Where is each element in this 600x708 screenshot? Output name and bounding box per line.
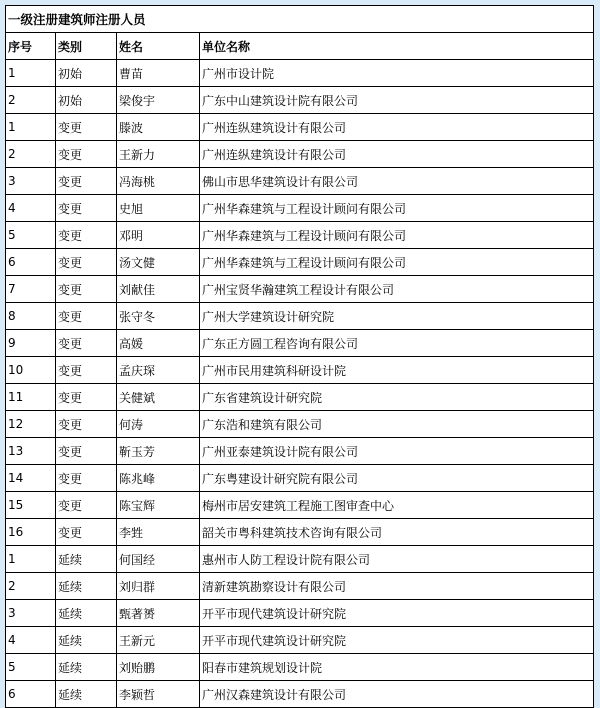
table-row	[6, 411, 594, 438]
table-header-row	[6, 33, 594, 60]
cell-name: 冯海桃	[117, 168, 200, 195]
cell-company: 广东粤建设计研究院有限公司	[200, 465, 594, 492]
table-row	[6, 357, 594, 384]
cell-name: 刘献佳	[117, 276, 200, 303]
cell-name: 曹苗	[117, 60, 200, 87]
cell-category: 变更	[56, 384, 117, 411]
cell-category: 变更	[56, 303, 117, 330]
cell-no: 9	[6, 330, 56, 357]
cell-name: 陈兆峰	[117, 465, 200, 492]
cell-category: 变更	[56, 330, 117, 357]
table-row	[6, 141, 594, 168]
column-header-category: 类别	[56, 33, 117, 60]
table-row	[6, 519, 594, 546]
table-row	[6, 330, 594, 357]
cell-name: 关健斌	[117, 384, 200, 411]
table-row	[6, 195, 594, 222]
cell-name: 靳玉芳	[117, 438, 200, 465]
table-row	[6, 546, 594, 573]
cell-name: 何国经	[117, 546, 200, 573]
cell-name: 甄著赟	[117, 600, 200, 627]
cell-no: 2	[6, 141, 56, 168]
table-row	[6, 600, 594, 627]
cell-category: 变更	[56, 438, 117, 465]
cell-name: 刘贻鹏	[117, 654, 200, 681]
cell-category: 初始	[56, 87, 117, 114]
cell-name: 王新力	[117, 141, 200, 168]
cell-category: 初始	[56, 60, 117, 87]
cell-no: 1	[6, 114, 56, 141]
cell-no: 6	[6, 681, 56, 708]
registrants-table	[5, 5, 594, 708]
table-row	[6, 492, 594, 519]
cell-name: 邓明	[117, 222, 200, 249]
table-row	[6, 222, 594, 249]
cell-company: 清新建筑勘察设计有限公司	[200, 573, 594, 600]
table-row	[6, 303, 594, 330]
cell-name: 陈宝辉	[117, 492, 200, 519]
table-row	[6, 465, 594, 492]
cell-category: 变更	[56, 492, 117, 519]
cell-category: 延续	[56, 573, 117, 600]
cell-no: 4	[6, 195, 56, 222]
cell-name: 张守冬	[117, 303, 200, 330]
cell-category: 变更	[56, 141, 117, 168]
cell-no: 14	[6, 465, 56, 492]
cell-no: 16	[6, 519, 56, 546]
cell-category: 变更	[56, 357, 117, 384]
cell-no: 13	[6, 438, 56, 465]
column-header-no: 序号	[6, 33, 56, 60]
cell-no: 6	[6, 249, 56, 276]
table-row	[6, 114, 594, 141]
cell-no: 8	[6, 303, 56, 330]
cell-category: 延续	[56, 681, 117, 708]
cell-name: 史旭	[117, 195, 200, 222]
cell-name: 滕波	[117, 114, 200, 141]
cell-no: 11	[6, 384, 56, 411]
cell-category: 变更	[56, 519, 117, 546]
column-header-company: 单位名称	[200, 33, 594, 60]
cell-name: 何涛	[117, 411, 200, 438]
cell-no: 5	[6, 654, 56, 681]
cell-category: 延续	[56, 546, 117, 573]
cell-company: 广州华森建筑与工程设计顾问有限公司	[200, 195, 594, 222]
cell-no: 2	[6, 87, 56, 114]
cell-category: 变更	[56, 114, 117, 141]
cell-category: 延续	[56, 654, 117, 681]
cell-name: 李颖哲	[117, 681, 200, 708]
cell-category: 变更	[56, 411, 117, 438]
cell-category: 变更	[56, 276, 117, 303]
table-title: 一级注册建筑师注册人员	[6, 6, 594, 33]
cell-no: 1	[6, 546, 56, 573]
cell-name: 孟庆琛	[117, 357, 200, 384]
cell-no: 3	[6, 168, 56, 195]
cell-company: 广州华森建筑与工程设计顾问有限公司	[200, 249, 594, 276]
cell-no: 7	[6, 276, 56, 303]
table-row	[6, 168, 594, 195]
cell-category: 变更	[56, 195, 117, 222]
cell-company: 广州汉森建筑设计有限公司	[200, 681, 594, 708]
cell-category: 变更	[56, 222, 117, 249]
table-row	[6, 681, 594, 708]
cell-company: 广东中山建筑设计院有限公司	[200, 87, 594, 114]
table-row	[6, 438, 594, 465]
cell-name: 李甡	[117, 519, 200, 546]
column-header-name: 姓名	[117, 33, 200, 60]
cell-category: 变更	[56, 465, 117, 492]
cell-company: 广东省建筑设计研究院	[200, 384, 594, 411]
table-row	[6, 249, 594, 276]
table-row	[6, 654, 594, 681]
cell-no: 3	[6, 600, 56, 627]
cell-company: 广州亚泰建筑设计院有限公司	[200, 438, 594, 465]
cell-name: 王新元	[117, 627, 200, 654]
cell-company: 开平市现代建筑设计研究院	[200, 600, 594, 627]
cell-no: 2	[6, 573, 56, 600]
cell-no: 15	[6, 492, 56, 519]
cell-company: 佛山市思华建筑设计有限公司	[200, 168, 594, 195]
table-row	[6, 87, 594, 114]
table-row	[6, 573, 594, 600]
cell-company: 广州宝贤华瀚建筑工程设计有限公司	[200, 276, 594, 303]
table-row	[6, 276, 594, 303]
cell-category: 变更	[56, 168, 117, 195]
cell-company: 广州市设计院	[200, 60, 594, 87]
cell-no: 5	[6, 222, 56, 249]
cell-company: 广州连纵建筑设计有限公司	[200, 114, 594, 141]
cell-no: 1	[6, 60, 56, 87]
table-title-row	[6, 6, 594, 33]
cell-name: 高媛	[117, 330, 200, 357]
cell-company: 广州市民用建筑科研设计院	[200, 357, 594, 384]
cell-no: 4	[6, 627, 56, 654]
cell-company: 广东正方圆工程咨询有限公司	[200, 330, 594, 357]
table-row	[6, 384, 594, 411]
cell-company: 阳春市建筑规划设计院	[200, 654, 594, 681]
cell-category: 变更	[56, 249, 117, 276]
cell-company: 惠州市人防工程设计院有限公司	[200, 546, 594, 573]
cell-company: 广州华森建筑与工程设计顾问有限公司	[200, 222, 594, 249]
table-row	[6, 627, 594, 654]
cell-name: 梁俊宇	[117, 87, 200, 114]
cell-company: 广东浩和建筑有限公司	[200, 411, 594, 438]
cell-company: 韶关市粤科建筑技术咨询有限公司	[200, 519, 594, 546]
cell-company: 广州大学建筑设计研究院	[200, 303, 594, 330]
cell-no: 12	[6, 411, 56, 438]
cell-name: 汤文健	[117, 249, 200, 276]
cell-company: 广州连纵建筑设计有限公司	[200, 141, 594, 168]
cell-category: 延续	[56, 627, 117, 654]
cell-category: 延续	[56, 600, 117, 627]
cell-name: 刘归群	[117, 573, 200, 600]
table-row	[6, 60, 594, 87]
cell-no: 10	[6, 357, 56, 384]
cell-company: 开平市现代建筑设计研究院	[200, 627, 594, 654]
cell-company: 梅州市居安建筑工程施工图审查中心	[200, 492, 594, 519]
